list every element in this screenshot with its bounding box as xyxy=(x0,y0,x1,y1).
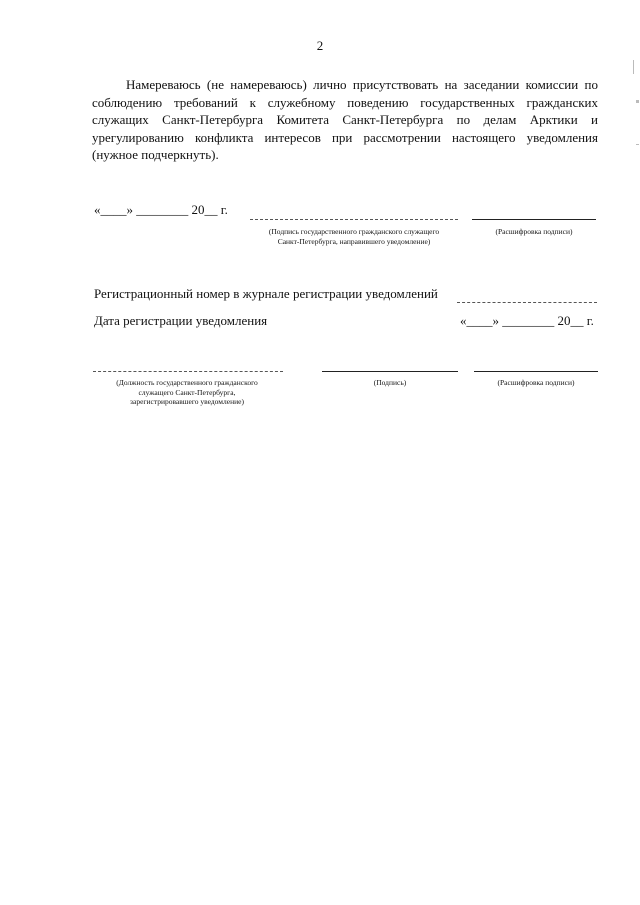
notifier-decoding-caption: (Расшифровка подписи) xyxy=(495,227,573,236)
page-number: 2 xyxy=(316,38,324,53)
notifier-decoding-line xyxy=(472,219,596,220)
notifier-signature-line xyxy=(250,219,458,220)
registration-number-label: Регистрационный номер в журнале регистрации уведомлений xyxy=(94,286,438,301)
intent-paragraph-text: Намереваюсь (не намереваюсь) лично присутствовать на заседании комиссии по соблюдению требований к служебному поведению государственных гражданских служащих Санкт-Петербурга Комитета Санкт-Петербурга по делам Арктики и урегулированию конфликта интересов при рассмотрении настоящего уведомления (нужное подчеркнуть). xyxy=(92,77,598,162)
registration-date-label: Дата регистрации уведомления xyxy=(94,313,268,328)
registrar-signature-caption: (Подпись) xyxy=(373,378,407,387)
registrar-position-caption-line3: зарегистрировавшего уведомление) xyxy=(130,397,244,406)
notifier-signature-caption-line1: (Подпись государственного гражданского служащего xyxy=(268,227,440,236)
notifier-signature-caption-line2: Санкт-Петербурга, направившего уведомление) xyxy=(277,236,431,246)
registrar-position-caption xyxy=(84,378,290,407)
registrar-position-caption-line1: (Должность государственного гражданского xyxy=(116,378,258,387)
scan-edge-mark xyxy=(633,60,639,74)
notifier-signature-caption xyxy=(236,227,472,246)
scan-edge-dash xyxy=(636,144,639,145)
registration-number-line xyxy=(457,302,597,303)
scan-edge-dot xyxy=(636,100,639,103)
registrar-position-caption-line2: служащего Санкт-Петербурга, xyxy=(138,387,236,397)
registration-date-value: «____» ________ 20__ г. xyxy=(460,313,594,328)
registrar-decoding-line xyxy=(474,371,598,372)
registrar-decoding-caption: (Расшифровка подписи) xyxy=(497,378,575,387)
intent-paragraph xyxy=(92,76,598,164)
registrar-position-line xyxy=(93,371,283,372)
registrar-signature-line xyxy=(322,371,458,372)
notifier-date-line: «____» ________ 20__ г. xyxy=(94,202,228,217)
